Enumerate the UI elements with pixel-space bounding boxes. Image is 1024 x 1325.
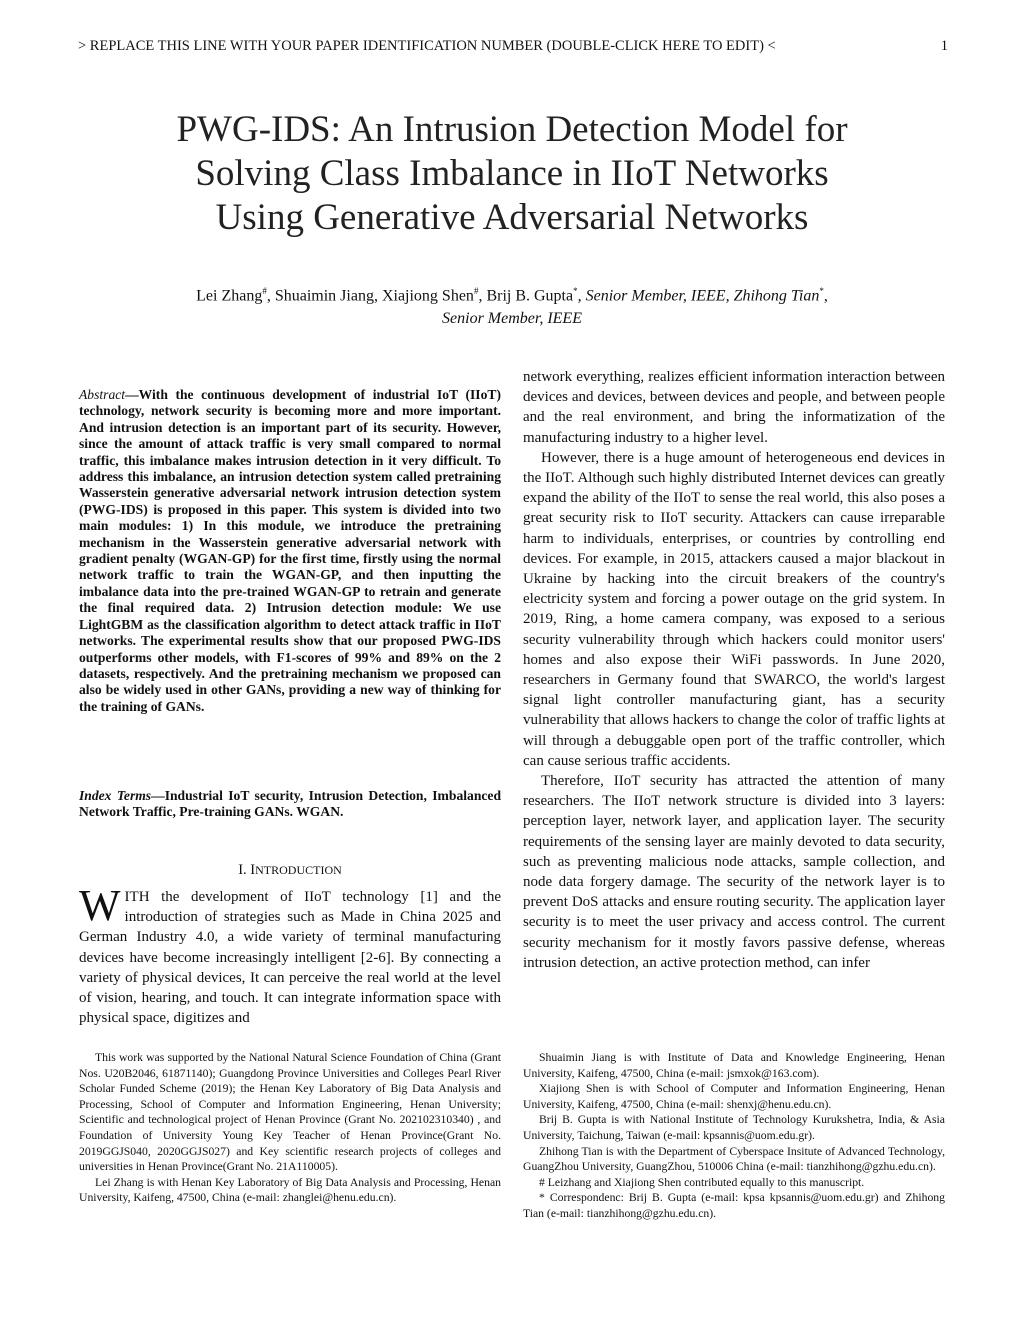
footnote: Brij B. Gupta is with National Institute of Technology Kurukshetra, India, & Asia University, Taichung, Taiwan (e-mail: kpsannis@uom.edu.gr).	[523, 1113, 945, 1142]
footnote: Xiajiong Shen is with School of Computer and Information Engineering, Henan University, Kaifeng, 47500, China (e-mail: shenxj@henu.edu.cn).	[523, 1082, 945, 1111]
abstract-text: —With the continuous development of industrial IoT (IIoT) technology, network security is becoming more and more important. And intrusion detection is an important part of its security. However, since the amount of attack traffic is very small compared to normal traffic, this imbalance makes intrusion detection in it very difficult. To address this imbalance, an intrusion detection system called pretraining Wasserstein generative adversarial network intrusion detection system (PWG-IDS) is proposed in this paper. This system is divided into two main modules: 1) In this module, we introduce the pretraining mechanism in the Wasserstein generative adversarial network with gradient penalty (WGAN-GP) for the first time, firstly using the normal network traffic to train the WGAN-GP, and then inputting the imbalance data into the pre-trained WGAN-GP to retrain and generate the final required data. 2) Intrusion detection module: We use LightGBM as the classification algorithm to detect attack traffic in IIoT networks. The experimental results show that our proposed PWG-IDS outperforms other models, with F1-scores of 99% and 89% on the 2 datasets, respectively. And the pretraining mechanism we proposed can also be widely used in other GANs, providing a new way of thinking for the training of GANs.	[79, 387, 501, 714]
page-number: 1	[940, 38, 948, 54]
right-column-body	[523, 367, 945, 973]
footnote: Zhihong Tian is with the Department of Cyberspace Insitute of Advanced Technology, GuangZhou University, GuangZhou, 510006 China (e-mail: tianzhihong@gzhu.edu.cn).	[523, 1144, 945, 1174]
author-mark: *	[573, 286, 578, 296]
author-affiliation: Senior Member, IEEE	[442, 310, 582, 328]
author-name: Lei Zhang	[196, 287, 263, 305]
section-heading-title: NTRODUCTION	[255, 863, 342, 877]
footnote: This work was supported by the National Natural Science Foundation of China (Grant Nos. U20B2046, 61871140); Guangdong Province Universities and Colleges Pearl River Scholar Funded Scheme (2019); the Henan Key Laboratory of Big Data Analysis and Processing, School of Computer and Information Engineering, Henan University; Scientific and technological project of Henan Province (Grant No. 202102310340) , and Foundation of University Young Key Teacher of Henan Province(Grant No. 2019GGJS040, 2020GGJS027) and Key scientific research projects of colleges and universities in Henan Province(Grant No. 21A110005).	[79, 1051, 501, 1174]
author-punct: ,	[823, 287, 828, 305]
footnotes-right	[523, 1050, 945, 1222]
author-name: , Senior Member, IEEE, Zhihong Tian	[577, 287, 820, 305]
author-name: , Brij B. Gupta	[478, 287, 574, 305]
abstract-label: Abstract	[79, 387, 126, 402]
index-terms	[79, 788, 501, 821]
author-name: , Shuaimin Jiang, Xiajiong Shen	[266, 287, 474, 305]
drop-cap: W	[79, 881, 121, 930]
body-paragraph: Therefore, IIoT security has attracted the attention of many researchers. The IIoT network structure is divided into 3 layers: perception layer, network layer, and application layer. The security requirements of the sensing layer are mainly devoted to data security, such as preventing malicious node attacks, sample collection, and node data forgery damage. The security of the network layer is to prevent DoS attacks and ensure routing security. The application layer security is to meet the user privacy and access control. The current security mechanism for it mostly favors passive defense, whereas intrusion detection, an active protection method, can infer	[523, 773, 945, 971]
body-paragraph: However, there is a huge amount of heterogeneous end devices in the IIoT. Although such highly distributed Internet devices can greatly expand the ability of the IIoT to sense the real world, this also poses a great security risk to IIoT security. Attackers can cause irreparable harm to individuals, enterprises, or countries by controlling end devices. For example, in 2015, attackers caused a major blackout in Ukraine by hacking into the circuit breakers of the country's electricity system and forcing a power outage on the grid system. In 2019, Ring, a home camera company, was exposed to a serious security vulnerability through which hackers could monitor users' homes and also expose their WiFi passwords. In June 2020, researchers in Germany found that SWARCO, the world's largest signal light controller manufacturing giant, has a security vulnerability that allows hackers to change the color of traffic lights at will through a debuggable open port of the traffic controller, which can cause serious traffic accidents.	[523, 449, 945, 769]
author-list	[0, 280, 1024, 330]
running-header	[78, 38, 948, 55]
footnote: * Correspondenc: Brij B. Gupta (e-mail: kpsa kpsannis@uom.edu.gr) and Zhihong Tian (e-mail: tianzhihong@gzhu.edu.cn).	[523, 1191, 945, 1220]
title-line-2: Solving Class Imbalance in IIoT Networks	[195, 153, 829, 194]
index-terms-label: Index Terms	[79, 788, 152, 803]
body-paragraph: network everything, realizes efficient information interaction between devices and devices, between devices and people, and between people and the real environment, and bring the informatization of the manufacturing industry to a higher level.	[523, 369, 945, 446]
author-mark: *	[819, 286, 824, 296]
footnote: # Leizhang and Xiajiong Shen contributed equally to this manuscript.	[539, 1175, 865, 1189]
author-mark: #	[473, 286, 479, 296]
paper-title	[0, 108, 1024, 240]
introduction-text: ITH the development of IIoT technology [1] and the introduction of strategies such as Made in China 2025 and German Industry 4.0, a wide variety of terminal manufacturing devices have become increasingly intelligent [2-6]. By connecting a variety of physical devices, It can perceive the real world at the level of vision, hearing, and touch. It can integrate information space with physical space, digitizes and	[79, 889, 501, 1027]
title-line-1: PWG-IDS: An Intrusion Detection Model for	[176, 109, 848, 150]
introduction-paragraph	[79, 881, 501, 1028]
index-terms-text: —Industrial IoT security, Intrusion Detection, Imbalanced Network Traffic, Pre-training GANs. WGAN.	[79, 788, 502, 820]
title-line-3: Using Generative Adversarial Networks	[215, 197, 809, 238]
abstract	[79, 387, 501, 715]
author-mark: #	[262, 286, 267, 296]
section-heading-number: I. I	[238, 862, 256, 878]
author-line-1	[0, 280, 1024, 307]
footnotes-left	[79, 1050, 501, 1206]
footnote: Lei Zhang is with Henan Key Laboratory of Big Data Analysis and Processing, Henan University, Kaifeng, 47500, China (e-mail: zhanglei@henu.edu.cn).	[79, 1175, 501, 1205]
footnote: Shuaimin Jiang is with Institute of Data and Knowledge Engineering, Henan University, Kaifeng, 47500, China (e-mail: jsmxok@163.com).	[523, 1051, 945, 1080]
section-heading-introduction	[79, 862, 501, 879]
author-line-2	[0, 307, 1024, 330]
running-head-text: > REPLACE THIS LINE WITH YOUR PAPER IDENTIFICATION NUMBER (DOUBLE-CLICK HERE TO EDIT) <	[78, 38, 776, 54]
